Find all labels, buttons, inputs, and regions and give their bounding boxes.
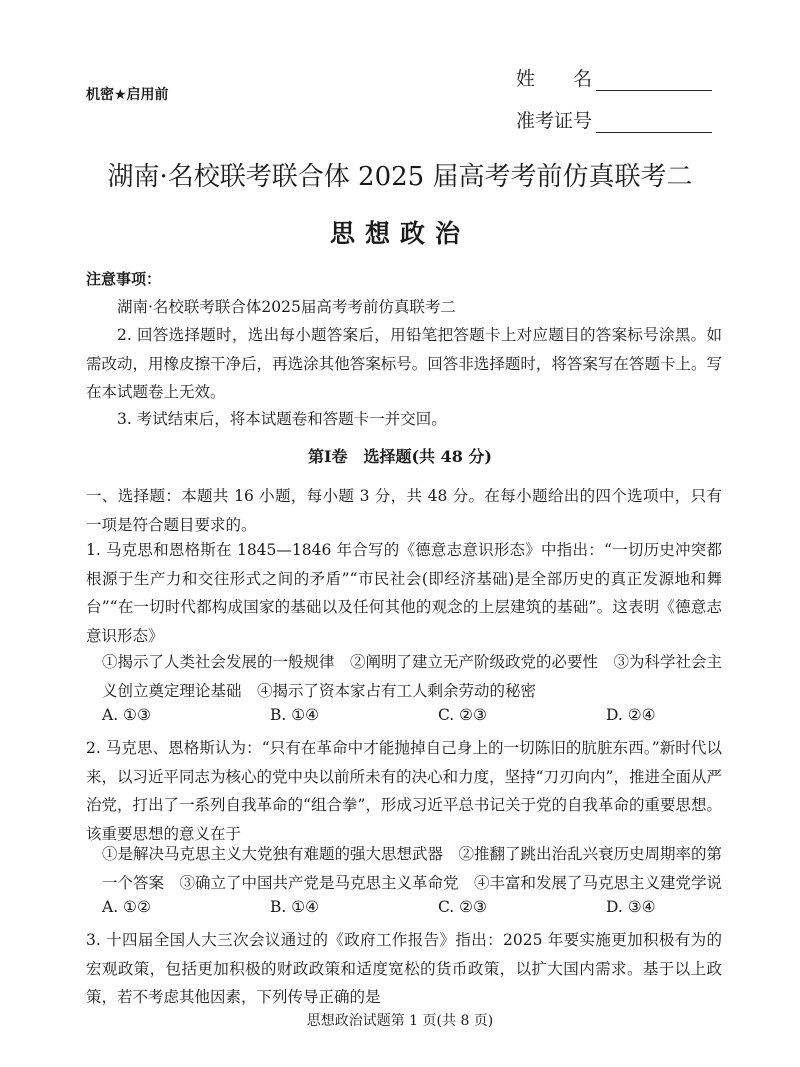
- notice-heading: 注意事项：: [86, 270, 162, 288]
- option-b[interactable]: B. ①④: [270, 898, 320, 916]
- exam-id-label: 准考证号: [516, 110, 593, 132]
- notice-item-1: 湖南·名校联考联合体2025届高考考前仿真联考二: [117, 298, 456, 316]
- page-footer: 思想政治试题第 1 页(共 8 页): [306, 1013, 494, 1029]
- section-title: 第Ⅰ卷 选择题(共 48 分): [307, 447, 493, 466]
- notice-item-2: 2. 回答选择题时，选出每小题答案后，用铅笔把答题卡上对应题目的答案标号涂黑。如需改动，用橡皮擦干净后，再选涂其他答案标号。回答非选择题时，将答案写在答题卡上。写在本试题卷上无效。: [86, 326, 722, 401]
- name-label: 姓 名: [516, 68, 593, 90]
- question-1-statements: ①揭示了人类社会发展的一般规律 ②阐明了建立无产阶级政党的必要性 ③为科学社会主义创立奠定理论基础 ④揭示了资本家占有工人剩余劳动的秘密: [102, 653, 723, 700]
- exam-title: 湖南·名校联考联合体 2025 届高考考前仿真联考二: [107, 162, 693, 192]
- question-2-statements: ①是解决马克思主义大党独有难题的强大思想武器 ②推翻了跳出治乱兴衰历史周期率的第一个答案 ③确立了中国共产党是马克思主义革命党 ④丰富和发展了马克思主义建党学说: [102, 845, 723, 892]
- option-d[interactable]: D. ②④: [606, 706, 656, 724]
- notice-item-3: 3. 考试结束后，将本试题卷和答题卡一并交回。: [117, 410, 447, 428]
- option-c[interactable]: C. ②③: [438, 898, 487, 916]
- exam-id-field[interactable]: [516, 106, 712, 133]
- instructions-text: 一、选择题：本题共 16 小题，每小题 3 分，共 48 分。在每小题给出的四个选项中，只有一项是符合题目要求的。: [86, 487, 722, 534]
- name-field[interactable]: [516, 64, 712, 91]
- option-a[interactable]: A. ①②: [102, 898, 151, 916]
- question-2-stem: 2. 马克思、恩格斯认为：“只有在革命中才能抛掉自己身上的一切陈旧的肮脏东西。”新时代以来，以习近平同志为核心的党中央以前所未有的决心和力度，坚持“刀刃向内”，推进全面从严治党，打出了一系列自我革命的“组合拳”，形成习近平总书记关于党的自我革命的重要思想。该重要思想的意义在于: [86, 739, 722, 843]
- exam-id-blank[interactable]: [596, 114, 712, 133]
- option-d[interactable]: D. ③④: [606, 898, 656, 916]
- option-a[interactable]: A. ①③: [102, 706, 151, 724]
- name-blank[interactable]: [596, 72, 712, 91]
- option-b[interactable]: B. ①④: [270, 706, 320, 724]
- section-instructions: [86, 482, 722, 539]
- confidential-label: 机密★启用前: [86, 87, 169, 103]
- option-c[interactable]: C. ②③: [438, 706, 487, 724]
- question-1-stem: 1. 马克思和恩格斯在 1845—1846 年合写的《德意志意识形态》中指出：“一切历史冲突都根源于生产力和交往形式之间的矛盾”“市民社会(即经济基础)是全部历史的真正发源地和舞台”“在一切时代都构成国家的基础以及任何其他的观念的上层建筑的基础”。这表明《德意志意识形态》: [86, 541, 722, 645]
- question-3-stem: 3. 十四届全国人大三次会议通过的《政府工作报告》指出：2025 年要实施更加积极有为的宏观政策，包括更加积极的财政政策和适度宽松的货币政策，以扩大国内需求。基于以上政策，若不考虑其他因素，下列传导正确的是: [86, 931, 722, 1006]
- subject-title: 思想政治: [329, 219, 470, 248]
